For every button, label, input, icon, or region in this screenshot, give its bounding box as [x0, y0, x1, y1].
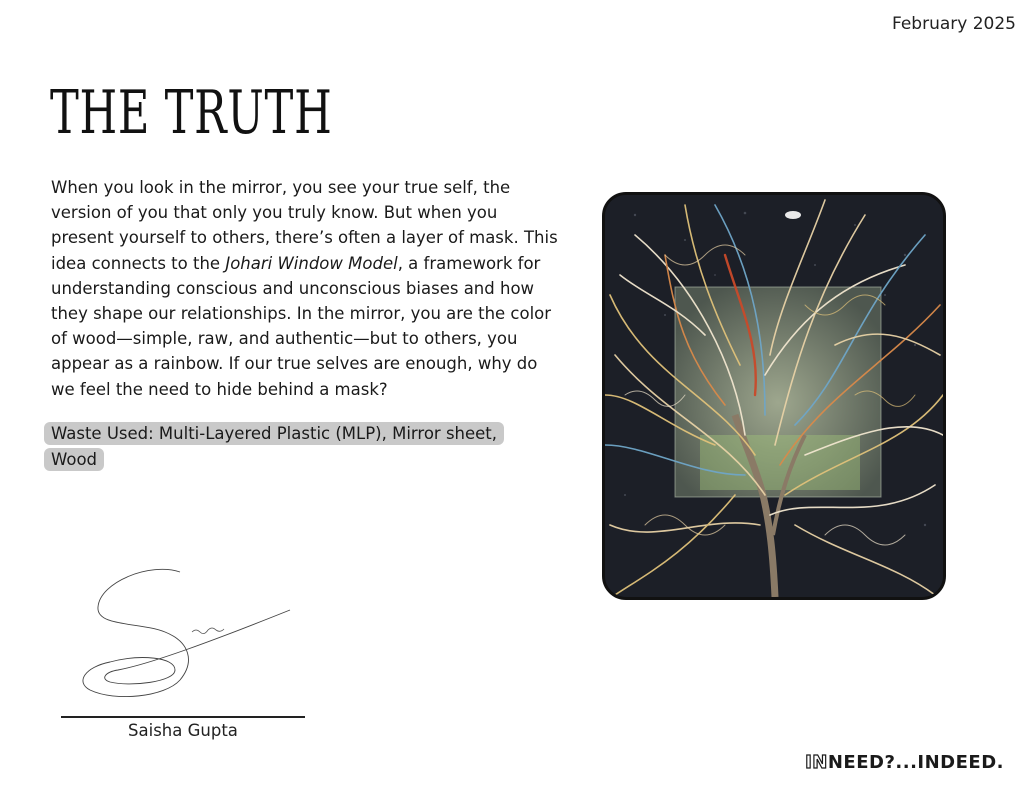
date: February 2025 [892, 14, 1016, 34]
logo-text: NEED?...INDEED. [827, 752, 1004, 773]
waste-used-text: Waste Used: Multi-Layered Plastic (MLP), Mirror sheet, Wood [44, 422, 504, 471]
signature-image [70, 562, 310, 712]
artwork-photo [602, 192, 946, 600]
description-text-1: When you look in the mirror, you see your true self, the version of you that only you truly know. But when you present yourself to others, there’s often a layer of mask. This idea connects to the [51, 178, 558, 273]
artwork-photo-icon [605, 195, 943, 597]
artist-name: Saisha Gupta [128, 721, 238, 740]
logo-outline-text: IN [805, 752, 828, 773]
description-text-2: , a framework for understanding conscious and unconscious biases and how they shape our relationships. In the mirror, you are the color of wood—simple, raw, and authentic—but to others, you appear as a rainbow. If our true selves are enough, why do we feel the need to hide behind a mask? [51, 253, 552, 399]
waste-used-badge [44, 421, 524, 473]
artwork-description [51, 175, 561, 402]
johari-window-emphasis: Johari Window Model [225, 253, 398, 273]
signature-line [61, 716, 305, 718]
brand-logo [805, 752, 1004, 773]
page-title: THE TRUTH [50, 78, 333, 148]
